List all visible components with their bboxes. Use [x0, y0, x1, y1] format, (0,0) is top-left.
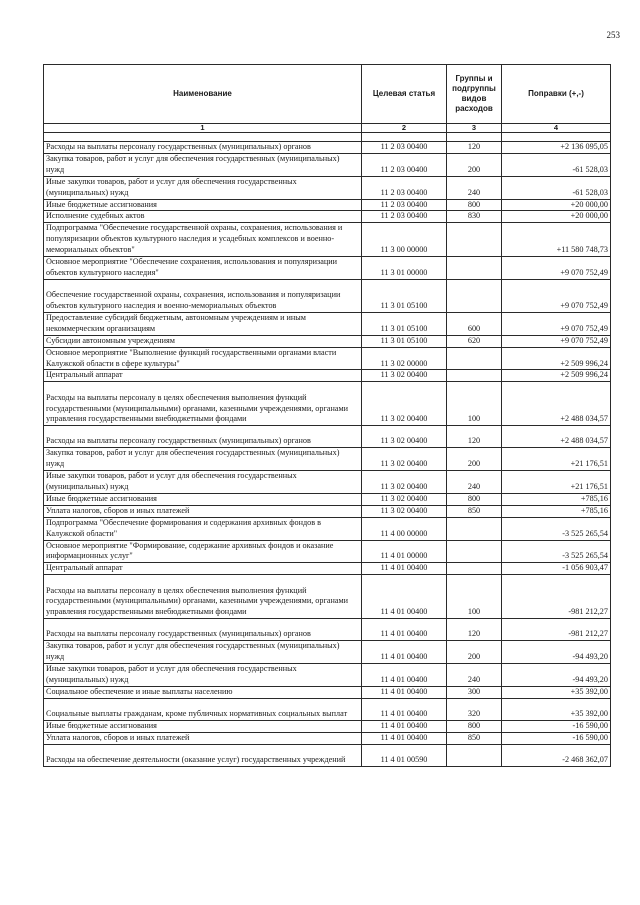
row-code: 11 4 01 00400 [362, 563, 447, 575]
row-code: 11 4 01 00000 [362, 540, 447, 563]
row-name: Иные закупки товаров, работ и услуг для обеспечения государственных (муниципальных) нужд [44, 176, 362, 199]
row-name: Расходы на выплаты персоналу государственных (муниципальных) органов [44, 142, 362, 154]
row-name: Исполнение судебных актов [44, 211, 362, 223]
row-name: Социальное обеспечение и иные выплаты населению [44, 686, 362, 698]
row-group [447, 279, 502, 312]
table-row [44, 664, 611, 687]
row-code: 11 3 01 00000 [362, 257, 447, 280]
column-number: 4 [502, 124, 611, 133]
table-row [44, 153, 611, 176]
row-amount: -94 493,20 [502, 641, 611, 664]
row-name: Центральный аппарат [44, 370, 362, 382]
row-name: Обеспечение государственной охраны, сохранения, использования и популяризации объектов культурного наследия и военно-мемориальных объектов [44, 279, 362, 312]
row-group [447, 563, 502, 575]
row-name: Иные закупки товаров, работ и услуг для обеспечения государственных (муниципальных) нужд [44, 471, 362, 494]
row-name: Уплата налогов, сборов и иных платежей [44, 505, 362, 517]
header-name: Наименование [44, 65, 362, 124]
row-amount: +2 488 034,57 [502, 426, 611, 448]
table-row [44, 641, 611, 664]
row-code: 11 3 02 00400 [362, 448, 447, 471]
row-name: Социальные выплаты гражданам, кроме публичных нормативных социальных выплат [44, 698, 362, 720]
row-amount: +35 392,00 [502, 686, 611, 698]
row-name: Расходы на обеспечение деятельности (оказание услуг) государственных учреждений [44, 744, 362, 766]
row-code: 11 3 01 05100 [362, 312, 447, 335]
row-amount: +11 580 748,73 [502, 223, 611, 257]
row-name: Иные бюджетные ассигнования [44, 720, 362, 732]
column-number: 2 [362, 124, 447, 133]
row-code: 11 2 03 00400 [362, 199, 447, 211]
header-group: Группы и подгруппы видов расходов [447, 65, 502, 124]
column-number: 1 [44, 124, 362, 133]
row-amount: +21 176,51 [502, 448, 611, 471]
row-code: 11 4 01 00400 [362, 619, 447, 641]
row-amount: +785,16 [502, 505, 611, 517]
spacer-row [44, 133, 611, 142]
row-amount: -2 468 362,07 [502, 744, 611, 766]
row-group: 200 [447, 641, 502, 664]
row-group: 100 [447, 575, 502, 619]
table-row [44, 335, 611, 347]
row-name: Подпрограмма "Обеспечение государственной охраны, сохранения, использования и популяризации объектов культурного наследия и усадебных комплексов и военно-мемориальных объектов" [44, 223, 362, 257]
row-name: Основное мероприятие "Выполнение функций государственными органами власти Калужской области в сфере культуры" [44, 347, 362, 370]
row-code: 11 4 01 00400 [362, 641, 447, 664]
row-group: 850 [447, 505, 502, 517]
table-row [44, 426, 611, 448]
row-group: 800 [447, 493, 502, 505]
table-row [44, 142, 611, 154]
table-row [44, 279, 611, 312]
table-row [44, 199, 611, 211]
row-name: Иные бюджетные ассигнования [44, 199, 362, 211]
row-amount: -16 590,00 [502, 732, 611, 744]
table-row [44, 505, 611, 517]
row-amount: -16 590,00 [502, 720, 611, 732]
budget-table [43, 64, 611, 767]
row-code: 11 3 02 00400 [362, 426, 447, 448]
row-group [447, 517, 502, 540]
row-group [447, 257, 502, 280]
table-row [44, 493, 611, 505]
table-row [44, 575, 611, 619]
row-amount: +9 070 752,49 [502, 279, 611, 312]
row-group: 300 [447, 686, 502, 698]
row-name: Иные закупки товаров, работ и услуг для обеспечения государственных (муниципальных) нужд [44, 664, 362, 687]
row-amount: -61 528,03 [502, 153, 611, 176]
header-row [44, 65, 611, 124]
row-code: 11 3 01 05100 [362, 335, 447, 347]
row-code: 11 3 01 05100 [362, 279, 447, 312]
row-group: 600 [447, 312, 502, 335]
row-name: Уплата налогов, сборов и иных платежей [44, 732, 362, 744]
row-amount: +20 000,00 [502, 199, 611, 211]
row-name: Расходы на выплаты персоналу в целях обеспечения выполнения функций государственными (муниципальными) органами, казенными учреждениями, органами управления государственными внебюджетными фондами [44, 382, 362, 426]
row-group: 120 [447, 426, 502, 448]
row-code: 11 3 02 00400 [362, 370, 447, 382]
row-name: Субсидии автономным учреждениям [44, 335, 362, 347]
row-amount: +785,16 [502, 493, 611, 505]
table-row [44, 471, 611, 494]
row-code: 11 4 00 00000 [362, 517, 447, 540]
row-code: 11 3 02 00400 [362, 505, 447, 517]
row-code: 11 3 02 00400 [362, 471, 447, 494]
row-amount: -981 212,27 [502, 619, 611, 641]
row-name: Закупка товаров, работ и услуг для обеспечения государственных (муниципальных) нужд [44, 641, 362, 664]
row-group: 200 [447, 448, 502, 471]
row-code: 11 4 01 00400 [362, 664, 447, 687]
row-group: 200 [447, 153, 502, 176]
table-row [44, 540, 611, 563]
row-group: 120 [447, 142, 502, 154]
row-code: 11 2 03 00400 [362, 142, 447, 154]
table-row [44, 176, 611, 199]
row-amount: +2 488 034,57 [502, 382, 611, 426]
row-code: 11 3 02 00400 [362, 382, 447, 426]
row-amount: +20 000,00 [502, 211, 611, 223]
row-group: 240 [447, 664, 502, 687]
row-group [447, 540, 502, 563]
row-group: 320 [447, 698, 502, 720]
row-amount: -94 493,20 [502, 664, 611, 687]
row-group: 830 [447, 211, 502, 223]
row-name: Центральный аппарат [44, 563, 362, 575]
table-row [44, 686, 611, 698]
table-row [44, 223, 611, 257]
row-code: 11 3 00 00000 [362, 223, 447, 257]
row-name: Основное мероприятие "Формирование, содержание архивных фондов и оказание информационных услуг" [44, 540, 362, 563]
table-row [44, 347, 611, 370]
table-row [44, 370, 611, 382]
row-code: 11 2 03 00400 [362, 176, 447, 199]
row-amount: +35 392,00 [502, 698, 611, 720]
table-row [44, 312, 611, 335]
row-amount: +9 070 752,49 [502, 312, 611, 335]
row-name: Подпрограмма "Обеспечение формирования и содержания архивных фондов в Калужской области" [44, 517, 362, 540]
column-number: 3 [447, 124, 502, 133]
row-code: 11 4 01 00400 [362, 720, 447, 732]
row-group: 800 [447, 720, 502, 732]
table-row [44, 382, 611, 426]
row-name: Предоставление субсидий бюджетным, автономным учреждениям и иным некоммерческим организациям [44, 312, 362, 335]
row-amount: -61 528,03 [502, 176, 611, 199]
row-amount: +2 509 996,24 [502, 370, 611, 382]
table-row [44, 720, 611, 732]
row-code: 11 4 01 00400 [362, 698, 447, 720]
row-amount: +9 070 752,49 [502, 335, 611, 347]
row-amount: -3 525 265,54 [502, 517, 611, 540]
table-row [44, 619, 611, 641]
row-group [447, 370, 502, 382]
header-amount: Поправки (+,-) [502, 65, 611, 124]
page-number: 253 [606, 30, 620, 40]
table-row [44, 517, 611, 540]
row-amount: +9 070 752,49 [502, 257, 611, 280]
row-name: Иные бюджетные ассигнования [44, 493, 362, 505]
row-group: 120 [447, 619, 502, 641]
row-group: 100 [447, 382, 502, 426]
row-name: Закупка товаров, работ и услуг для обеспечения государственных (муниципальных) нужд [44, 448, 362, 471]
row-group: 620 [447, 335, 502, 347]
row-name: Расходы на выплаты персоналу в целях обеспечения выполнения функций государственными (муниципальными) органами, казенными учреждениями, органами управления государственными внебюджетными фондами [44, 575, 362, 619]
table-row [44, 211, 611, 223]
row-group: 240 [447, 471, 502, 494]
row-code: 11 2 03 00400 [362, 211, 447, 223]
row-group [447, 744, 502, 766]
row-group: 850 [447, 732, 502, 744]
row-amount: +2 509 996,24 [502, 347, 611, 370]
row-group: 240 [447, 176, 502, 199]
row-code: 11 3 02 00000 [362, 347, 447, 370]
table-row [44, 698, 611, 720]
row-group: 800 [447, 199, 502, 211]
row-code: 11 4 01 00400 [362, 732, 447, 744]
row-code: 11 4 01 00590 [362, 744, 447, 766]
table-row [44, 257, 611, 280]
row-code: 11 4 01 00400 [362, 575, 447, 619]
row-code: 11 4 01 00400 [362, 686, 447, 698]
row-amount: +21 176,51 [502, 471, 611, 494]
column-number-row [44, 124, 611, 133]
row-amount: +2 136 095,05 [502, 142, 611, 154]
row-code: 11 2 03 00400 [362, 153, 447, 176]
row-name: Расходы на выплаты персоналу государственных (муниципальных) органов [44, 426, 362, 448]
table-row [44, 448, 611, 471]
row-group [447, 223, 502, 257]
header-target: Целевая статья [362, 65, 447, 124]
row-amount: -1 056 903,47 [502, 563, 611, 575]
table-row [44, 732, 611, 744]
row-group [447, 347, 502, 370]
table-row [44, 744, 611, 766]
row-name: Расходы на выплаты персоналу государственных (муниципальных) органов [44, 619, 362, 641]
table-row [44, 563, 611, 575]
row-name: Закупка товаров, работ и услуг для обеспечения государственных (муниципальных) нужд [44, 153, 362, 176]
row-amount: -3 525 265,54 [502, 540, 611, 563]
row-name: Основное мероприятие "Обеспечение сохранения, использования и популяризации объектов культурного наследия" [44, 257, 362, 280]
row-amount: -981 212,27 [502, 575, 611, 619]
row-code: 11 3 02 00400 [362, 493, 447, 505]
